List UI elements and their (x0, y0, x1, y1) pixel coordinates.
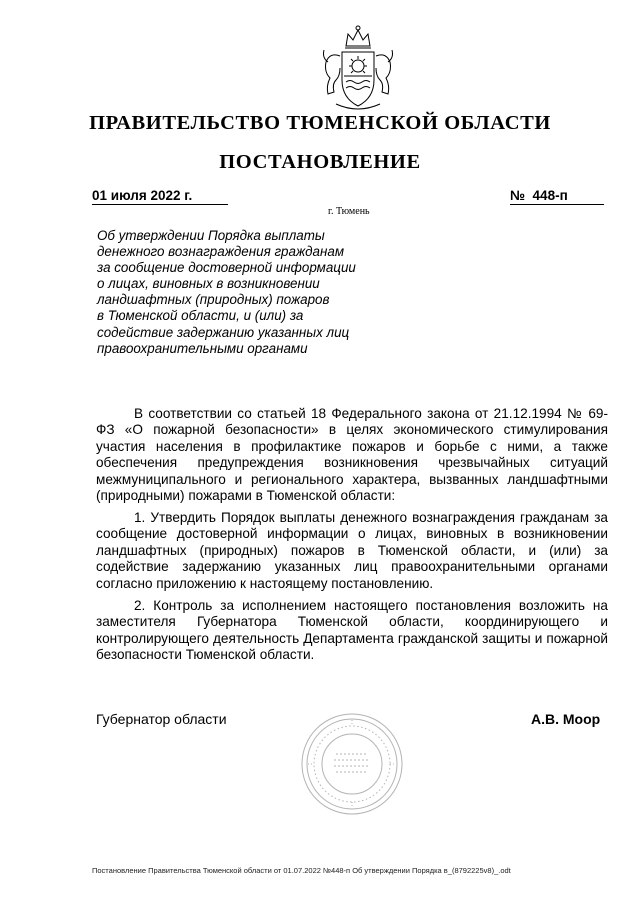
subject-line: ландшафтных (природных) пожаров (97, 292, 330, 308)
document-date: 01 июля 2022 г. (92, 188, 228, 205)
organization-title: ПРАВИТЕЛЬСТВО ТЮМЕНСКОЙ ОБЛАСТИ (89, 112, 551, 134)
subject-line: о лицах, виновных в возникновении (97, 276, 320, 292)
subject-line: в Тюменской области, и (или) за (97, 308, 304, 324)
body-paragraph-preamble: В соответствии со статьей 18 Федерального закона от 21.12.1994 № 69-ФЗ «О пожарной безопасности» в целях экономического стимулирования участия населения в профилактике пожаров и борьбе с ними, а также обеспечения предупреждения возникновения чрезвычайных ситуаций межмуниципального и регионального характера, вызванных ландшафтными (природными) пожарами в Тюменской области: (96, 406, 608, 504)
body-paragraph-item-2: 2. Контроль за исполнением настоящего постановления возложить на заместителя Губернатора Тюменской области, координирующего и контролирующего деятельность Департамента гражданской защиты и пожарной безопасности Тюменской области. (96, 598, 608, 663)
subject-line: денежного вознаграждения гражданам (97, 244, 345, 260)
subject-line: содействие задержанию указанных лиц (97, 324, 350, 340)
coat-of-arms-emblem (318, 22, 398, 114)
document-number: № 448-п (510, 188, 604, 205)
document-subject (97, 228, 387, 357)
official-seal-stamp (300, 712, 404, 816)
subject-line: Об утверждении Порядка выплаты (97, 228, 325, 243)
subject-line: правоохранительными органами (97, 340, 308, 356)
subject-line: за сообщение достоверной информации (97, 260, 356, 276)
signatory-name: А.В. Моор (531, 711, 601, 727)
document-footer: Постановление Правительства Тюменской области от 01.07.2022 №448-п Об утверждении Порядка в_(8792225v8)_.odt (92, 866, 511, 875)
body-paragraph-item-1: 1. Утвердить Порядок выплаты денежного вознаграждения гражданам за сообщение достоверной информации о лицах, виновных в возникновении ландшафтных (природных) пожаров в Тюменской области, и (или) за содействие задержанию указанных лиц правоохранительными органами согласно приложению к настоящему постановлению. (96, 510, 608, 591)
document-type-heading: ПОСТАНОВЛЕНИЕ (219, 151, 421, 173)
signatory-title: Губернатор области (96, 711, 227, 727)
document-city: г. Тюмень (328, 206, 370, 217)
